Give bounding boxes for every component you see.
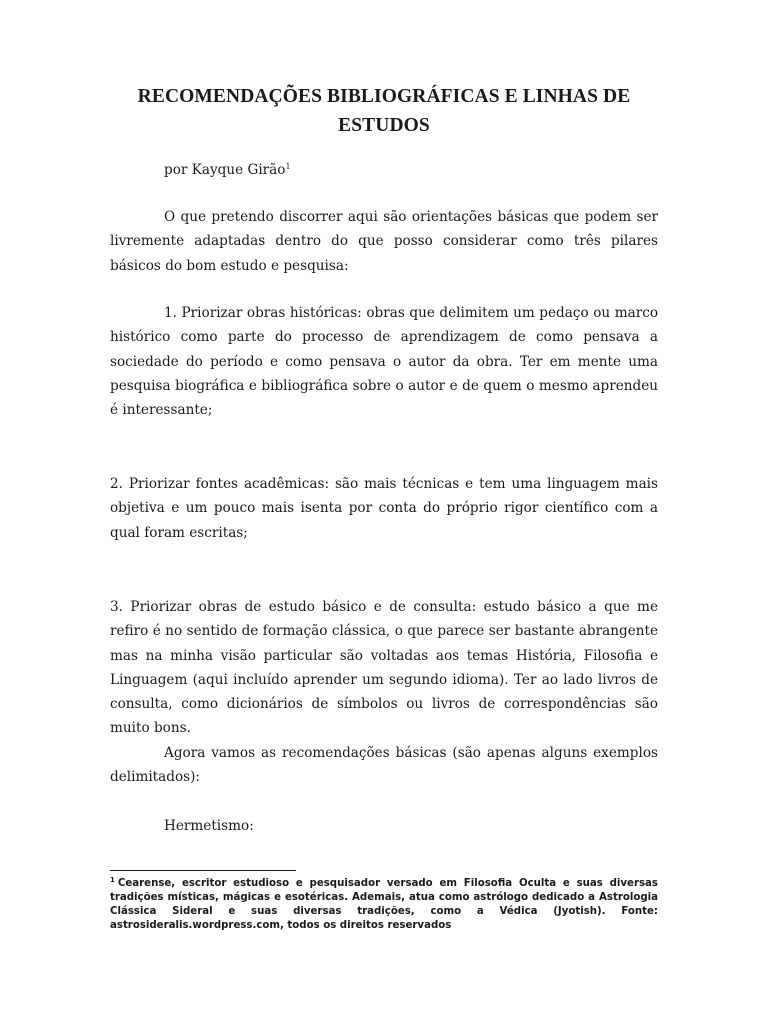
paragraph-item-2: 2. Priorizar fontes acadêmicas: são mais técnicas e tem uma linguagem mais objetiva e um pouco mais isenta por conta do próprio rigor científico com a qual foram escritas; — [110, 476, 658, 541]
paragraph-recommendations-intro: Agora vamos as recomendações básicas (são apenas alguns exemplos delimitados): — [110, 745, 658, 786]
footnote-separator — [110, 870, 296, 871]
footnote — [110, 877, 658, 933]
footnote-number: 1 — [110, 876, 115, 884]
footnote-text: Cearense, escritor estudioso e pesquisador versado em Filosofia Oculta e suas diversas tradições místicas, mágicas e esotéricas. Ademais, atua como astrólogo dedicado a Astrologia Clássica Sideral e suas diversas tradições, como a Védica (Jyotish). Fonte: astrosideralis.wordpress.com, todos os direitos reservados — [110, 878, 658, 931]
paragraph-intro: O que pretendo discorrer aqui são orientações básicas que podem ser livremente adaptadas dentro do que posso considerar como três pilares básicos do bom estudo e pesquisa: — [110, 209, 658, 274]
byline-text: por Kayque Girão — [164, 162, 286, 178]
document-title: RECOMENDAÇÕES BIBLIOGRÁFICAS E LINHAS DE ESTUDOS — [137, 86, 631, 136]
section-heading-hermetismo: Hermetismo: — [164, 818, 254, 834]
paragraph-item-3: 3. Priorizar obras de estudo básico e de consulta: estudo básico a que me refiro é no sentido de formação clássica, o que parece ser bastante abrangente mas na minha visão particular são voltadas aos temas História, Filosofia e Linguagem (aqui incluído aprender um segundo idioma). Ter ao lado livros de consulta, como dicionários de símbolos ou livros de correspondências são muito bons. — [110, 599, 658, 737]
byline — [164, 158, 291, 182]
footnote-reference[interactable]: 1 — [285, 162, 291, 171]
paragraph-item-1: 1. Priorizar obras históricas: obras que delimitem um pedaço ou marco histórico como parte do processo de aprendizagem de como pensava a sociedade do período e como pensava o autor da obra. Ter em mente uma pesquisa biográfica e bibliográfica sobre o autor e de quem o mesmo aprendeu é interessante; — [110, 305, 658, 419]
